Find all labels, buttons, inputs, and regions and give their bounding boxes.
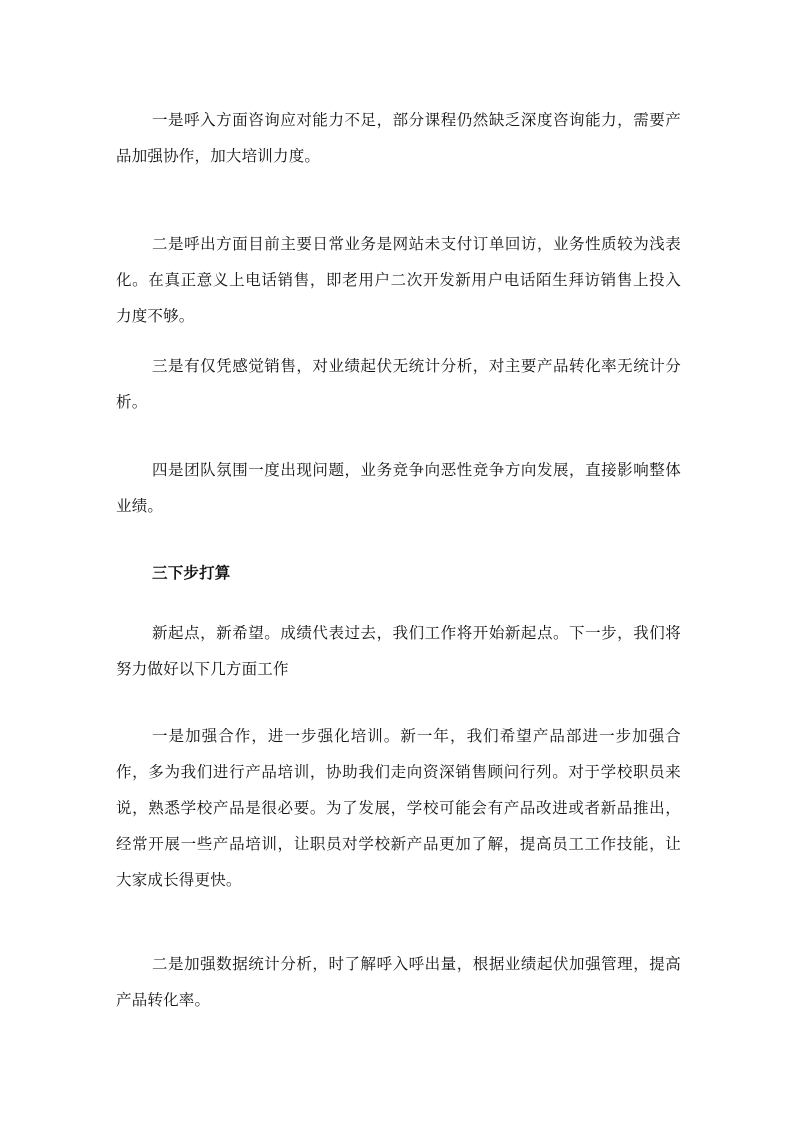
paragraph-plan-2: 二是加强数据统计分析，时了解呼入呼出量，根据业绩起伏加强管理，提高产品转化率。 <box>116 955 681 1009</box>
paragraph-weakness-2: 二是呼出方面目前主要日常业务是网站未支付订单回访，业务性质较为浅表化。在真正意义上电话销售，即老用户二次开发新用户电话陌生拜访销售上投入力度不够。 <box>116 235 681 325</box>
paragraph-weakness-1: 一是呼入方面咨询应对能力不足，部分课程仍然缺乏深度咨询能力，需要产品加强协作，加大培训力度。 <box>116 111 681 165</box>
paragraph-plan-1: 一是加强合作，进一步强化培训。新一年，我们希望产品部进一步加强合作，多为我们进行产品培训，协助我们走向资深销售顾问行列。对于学校职员来说，熟悉学校产品是很必要。为了发展，学校可能会有产品改进或者新品推出，经常开展一些产品培训，让职员对学校新产品更加了解，提高员工工作技能，让大家成长得更快。 <box>116 727 681 889</box>
paragraph-weakness-3: 三是有仅凭感觉销售，对业绩起伏无统计分析，对主要产品转化率无统计分析。 <box>116 357 681 411</box>
paragraph-weakness-4: 四是团队氛围一度出现问题，业务竞争向恶性竞争方向发展，直接影响整体业绩。 <box>116 461 681 515</box>
paragraph-intro: 新起点，新希望。成绩代表过去，我们工作将开始新起点。下一步，我们将努力做好以下几方面工作 <box>116 624 681 678</box>
section-heading-next-steps: 三下步打算 <box>152 564 231 582</box>
